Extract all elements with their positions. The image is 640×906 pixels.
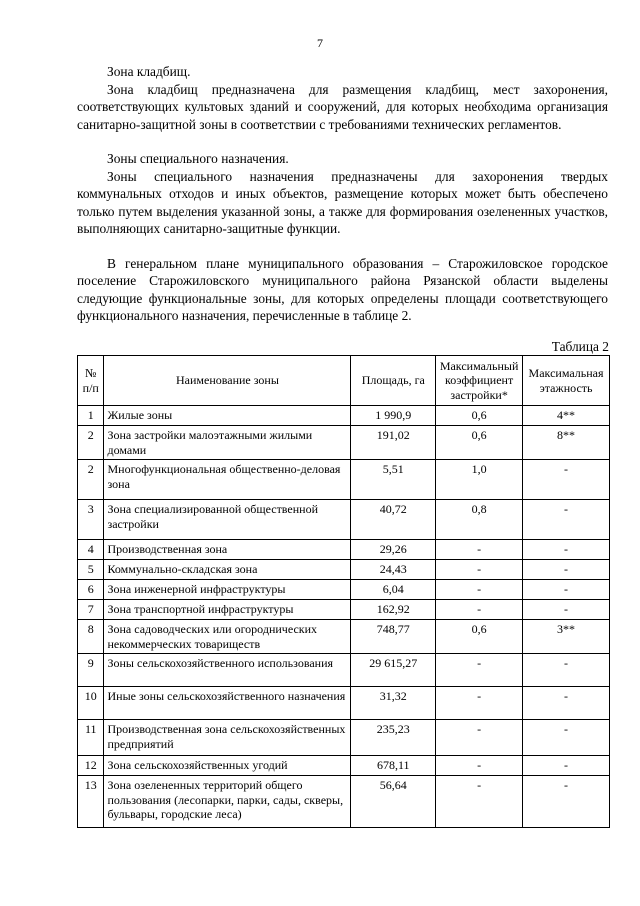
row-zone-name: Коммунально-складская зона (104, 560, 351, 580)
table-row (78, 406, 610, 426)
row-number: 12 (78, 756, 104, 776)
row-number: 1 (78, 406, 104, 426)
row-zone-name: Зона садоводческих или огороднических некоммерческих товариществ (104, 620, 351, 654)
row-max-floors: - (523, 687, 610, 720)
row-number: 2 (78, 426, 104, 460)
row-max-floors: - (523, 500, 610, 540)
header-zone-name: Наименование зоны (104, 356, 351, 406)
row-max-coefficient: 0,6 (436, 426, 523, 460)
row-area: 29,26 (351, 540, 436, 560)
row-area: 29 615,27 (351, 654, 436, 687)
page-number: 7 (317, 36, 323, 50)
row-area: 40,72 (351, 500, 436, 540)
row-zone-name: Зона инженерной инфраструктуры (104, 580, 351, 600)
row-area: 31,32 (351, 687, 436, 720)
table-row (78, 600, 610, 620)
row-zone-name: Зоны сельскохозяйственного использования (104, 654, 351, 687)
table-header-row (78, 356, 610, 406)
row-max-coefficient: - (436, 654, 523, 687)
spacer (77, 238, 608, 255)
spacer (77, 133, 608, 150)
row-zone-name: Иные зоны сельскохозяйственного назначения (104, 687, 351, 720)
table-row (78, 756, 610, 776)
table-row (78, 540, 610, 560)
row-area: 56,64 (351, 776, 436, 828)
row-max-coefficient: - (436, 687, 523, 720)
row-number: 9 (78, 654, 104, 687)
row-max-coefficient: - (436, 540, 523, 560)
row-zone-name: Зона специализированной общественной застройки (104, 500, 351, 540)
header-number: № п/п (78, 356, 104, 406)
document-body (77, 63, 608, 325)
row-area: 678,11 (351, 756, 436, 776)
table-row (78, 560, 610, 580)
table-row (78, 720, 610, 756)
row-max-floors: 8** (523, 426, 610, 460)
table-row (78, 426, 610, 460)
table-row (78, 500, 610, 540)
row-max-coefficient: - (436, 756, 523, 776)
table-row (78, 654, 610, 687)
header-area: Площадь, га (351, 356, 436, 406)
row-max-floors: - (523, 776, 610, 828)
row-zone-name: Зона сельскохозяйственных угодий (104, 756, 351, 776)
row-max-coefficient: - (436, 776, 523, 828)
row-zone-name: Многофункциональная общественно-деловая зона (104, 460, 351, 500)
row-max-floors: 3** (523, 620, 610, 654)
row-area: 191,02 (351, 426, 436, 460)
row-area: 5,51 (351, 460, 436, 500)
row-zone-name: Зона озелененных территорий общего пользования (лесопарки, парки, сады, скверы, бульвары, городские леса) (104, 776, 351, 828)
table-row (78, 776, 610, 828)
row-max-floors: - (523, 560, 610, 580)
row-number: 11 (78, 720, 104, 756)
table-row (78, 580, 610, 600)
row-max-floors: - (523, 540, 610, 560)
row-max-coefficient: - (436, 560, 523, 580)
cemetery-paragraph: Зона кладбищ предназначена для размещения кладбищ, мест захоронения, соответствующих культовых зданий и сооружений, для которых необходима организация санитарно-защитной зоны в соответствии с требованиями технических регламентов. (77, 81, 608, 132)
table-body (78, 406, 610, 828)
cemetery-heading: Зона кладбищ. (107, 64, 191, 79)
row-max-coefficient: 0,8 (436, 500, 523, 540)
table-row (78, 620, 610, 654)
row-number: 4 (78, 540, 104, 560)
row-area: 235,23 (351, 720, 436, 756)
row-max-floors: - (523, 600, 610, 620)
row-number: 6 (78, 580, 104, 600)
row-number: 3 (78, 500, 104, 540)
row-max-coefficient: - (436, 720, 523, 756)
header-max-coefficient: Максимальный коэффициент застройки* (436, 356, 523, 406)
row-max-coefficient: 0,6 (436, 406, 523, 426)
row-area: 748,77 (351, 620, 436, 654)
header-max-floors: Максимальная этажность (523, 356, 610, 406)
row-max-floors: - (523, 756, 610, 776)
row-zone-name: Производственная зона сельскохозяйственных предприятий (104, 720, 351, 756)
row-max-floors: - (523, 580, 610, 600)
row-zone-name: Жилые зоны (104, 406, 351, 426)
row-max-coefficient: 1,0 (436, 460, 523, 500)
row-zone-name: Зона транспортной инфраструктуры (104, 600, 351, 620)
intro-paragraph: В генеральном плане муниципального образования – Старожиловское городское поселение Старожиловского муниципального района Рязанской области выделены следующие функциональные зоны, для которых определены площади соответствующего функционального назначения, перечисленные в таблице 2. (77, 255, 608, 323)
row-area: 1 990,9 (351, 406, 436, 426)
row-area: 162,92 (351, 600, 436, 620)
row-number: 8 (78, 620, 104, 654)
row-max-floors: - (523, 654, 610, 687)
row-max-coefficient: - (436, 580, 523, 600)
row-number: 10 (78, 687, 104, 720)
special-paragraph: Зоны специального назначения предназначены для захоронения твердых коммунальных отходов и иных объектов, размещение которых может быть обеспечено только путем выделения указанной зоны, а также для формирования озелененных участков, выполняющих санитарно-защитные функции. (77, 168, 608, 236)
row-max-floors: - (523, 460, 610, 500)
row-area: 24,43 (351, 560, 436, 580)
row-number: 2 (78, 460, 104, 500)
row-number: 13 (78, 776, 104, 828)
zones-table (77, 355, 610, 828)
special-heading: Зоны специального назначения. (107, 151, 289, 166)
row-max-floors: - (523, 720, 610, 756)
table-row (78, 460, 610, 500)
table-row (78, 687, 610, 720)
row-zone-name: Производственная зона (104, 540, 351, 560)
row-max-floors: 4** (523, 406, 610, 426)
table-caption: Таблица 2 (551, 339, 609, 354)
row-max-coefficient: - (436, 600, 523, 620)
row-max-coefficient: 0,6 (436, 620, 523, 654)
row-number: 5 (78, 560, 104, 580)
row-number: 7 (78, 600, 104, 620)
row-area: 6,04 (351, 580, 436, 600)
row-zone-name: Зона застройки малоэтажными жилыми домами (104, 426, 351, 460)
